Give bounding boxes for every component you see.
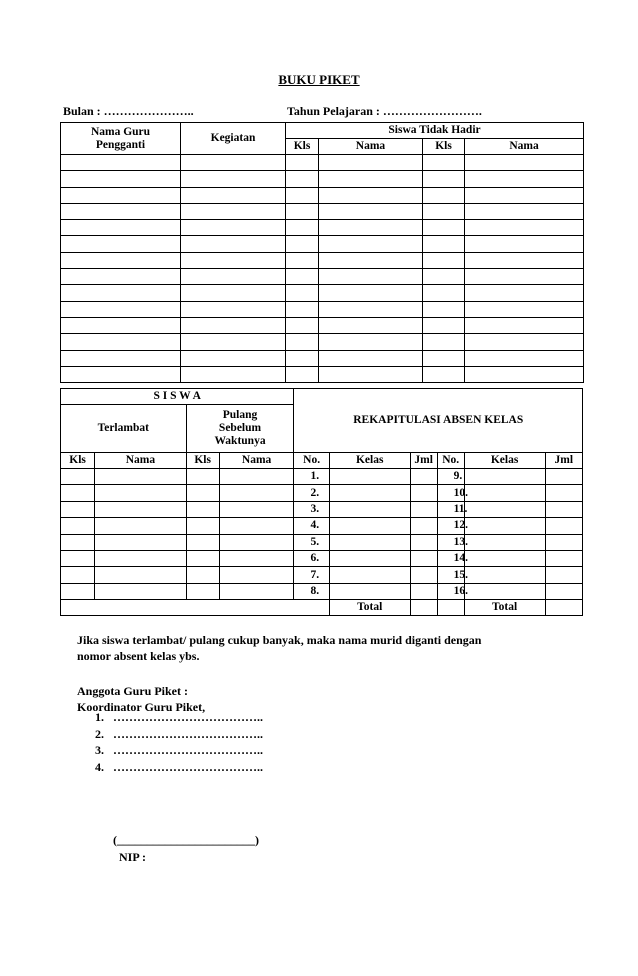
tahun-pelajaran-field: Tahun Pelajaran : ……………………. [287, 104, 482, 118]
table-cell [465, 301, 584, 317]
table-cell [219, 583, 294, 599]
table-cell [181, 252, 286, 268]
table-cell [464, 567, 545, 583]
table-cell [181, 366, 286, 382]
table-row [61, 567, 583, 583]
table-cell [465, 350, 584, 366]
table-cell [61, 317, 181, 333]
h-nama-a: Nama [95, 453, 186, 469]
table-cell [329, 518, 410, 534]
table-cell [286, 301, 319, 317]
table-cell [61, 236, 181, 252]
table-cell [423, 350, 465, 366]
pulang-header [186, 405, 294, 453]
table-cell [95, 485, 186, 501]
table-cell [219, 485, 294, 501]
table-cell [186, 534, 219, 550]
table-cell [329, 469, 410, 485]
table-cell [319, 203, 423, 219]
h-jml-b: Jml [545, 453, 582, 469]
table-cell [61, 469, 95, 485]
table-cell [423, 269, 465, 285]
table-row [61, 187, 584, 203]
table-cell [219, 534, 294, 550]
h-no-b: No. [437, 453, 464, 469]
table-cell [61, 334, 181, 350]
table-row [61, 485, 583, 501]
table-cell [423, 252, 465, 268]
table-cell [464, 469, 545, 485]
table-cell [186, 469, 219, 485]
table-cell [423, 285, 465, 301]
table-row [61, 155, 584, 171]
table-cell [286, 220, 319, 236]
table-cell [181, 220, 286, 236]
table-cell: 12. [437, 518, 464, 534]
table-cell [61, 203, 181, 219]
table-row [61, 469, 583, 485]
table-cell [286, 269, 319, 285]
table-cell [319, 350, 423, 366]
table-cell [410, 600, 437, 616]
table-cell [329, 550, 410, 566]
table-cell [545, 550, 582, 566]
table-cell [464, 534, 545, 550]
table-cell [286, 252, 319, 268]
col-kegiatan: Kegiatan [181, 123, 286, 155]
anggota-label: Anggota Guru Piket : [77, 684, 188, 698]
table-cell [410, 469, 437, 485]
table-row [61, 366, 584, 382]
table-cell [423, 301, 465, 317]
table-cell [186, 567, 219, 583]
table-cell: 10. [437, 485, 464, 501]
table-cell [219, 550, 294, 566]
table-cell [545, 485, 582, 501]
instruction-note [77, 632, 557, 664]
table-cell [329, 534, 410, 550]
table-cell [181, 301, 286, 317]
total-label: Total [464, 600, 545, 616]
col-kls-2: Kls [423, 139, 465, 155]
total-label: Total [329, 600, 410, 616]
h-no-a: No. [294, 453, 329, 469]
table-cell [319, 155, 423, 171]
h-kls-a: Kls [61, 453, 95, 469]
table-cell [61, 220, 181, 236]
table-cell [410, 534, 437, 550]
table-cell [423, 334, 465, 350]
table-cell [465, 236, 584, 252]
table-cell [95, 501, 186, 517]
table-row [61, 285, 584, 301]
table-cell [286, 171, 319, 187]
table-cell [61, 550, 95, 566]
table-row [61, 220, 584, 236]
table-cell [464, 518, 545, 534]
table-cell [329, 485, 410, 501]
table-cell: 3. [294, 501, 329, 517]
table-cell [61, 269, 181, 285]
table-cell [61, 501, 95, 517]
table-row [61, 501, 583, 517]
table-row [61, 236, 584, 252]
signature-block [113, 832, 259, 866]
table-cell [423, 317, 465, 333]
table-cell [545, 583, 582, 599]
table-cell [61, 583, 95, 599]
table-cell [465, 366, 584, 382]
h-nama-b: Nama [219, 453, 294, 469]
rekap-table [60, 388, 583, 616]
table-row [61, 203, 584, 219]
terlambat-header: Terlambat [61, 405, 187, 453]
table-cell [61, 301, 181, 317]
table-cell [545, 501, 582, 517]
table-cell [465, 171, 584, 187]
table-cell [464, 485, 545, 501]
table-cell [219, 567, 294, 583]
table-cell [61, 350, 181, 366]
table-cell [286, 317, 319, 333]
col-nama-guru-line2: Pengganti [95, 138, 146, 151]
table-cell [465, 252, 584, 268]
table-row [61, 171, 584, 187]
table-cell [319, 317, 423, 333]
list-item: 2. ……………………………….. [95, 726, 263, 741]
pulang-line2: Sebelum [218, 422, 262, 434]
list-item: 4. ……………………………….. [95, 759, 263, 774]
table-cell [286, 155, 319, 171]
table-cell [423, 366, 465, 382]
table-cell: 13. [437, 534, 464, 550]
table-cell [319, 285, 423, 301]
piket-table [60, 122, 584, 383]
table-cell [61, 252, 181, 268]
table-cell [319, 366, 423, 382]
table-cell [95, 583, 186, 599]
table-row [61, 269, 584, 285]
table-cell [464, 550, 545, 566]
h-kls-b: Kls [186, 453, 219, 469]
table-cell [95, 550, 186, 566]
table-cell [61, 534, 95, 550]
table-cell [545, 534, 582, 550]
table-cell [545, 518, 582, 534]
col-siswa-tidak-hadir: Siswa Tidak Hadir [286, 123, 584, 139]
table-cell [329, 583, 410, 599]
table-cell: 9. [437, 469, 464, 485]
table-cell [545, 567, 582, 583]
table-cell [61, 567, 95, 583]
anggota-list [95, 709, 263, 775]
col-nama-1: Nama [319, 139, 423, 155]
col-nama-guru-pengganti [61, 123, 181, 155]
table-cell [286, 334, 319, 350]
table-cell: 7. [294, 567, 329, 583]
col-nama-guru-line1: Nama Guru [90, 125, 151, 138]
note-line2: nomor absent kelas ybs. [77, 649, 200, 663]
table-cell [286, 203, 319, 219]
bulan-field: Bulan : ………………….. [63, 104, 194, 118]
h-kelas-a: Kelas [329, 453, 410, 469]
table-cell [181, 171, 286, 187]
table-cell [181, 155, 286, 171]
table-cell [181, 203, 286, 219]
table-cell [329, 567, 410, 583]
signature-line: (_______________________) [113, 833, 259, 847]
table-cell [61, 187, 181, 203]
table-cell [186, 550, 219, 566]
table-cell [465, 269, 584, 285]
table-cell [464, 583, 545, 599]
table-cell [61, 366, 181, 382]
table-row [61, 518, 583, 534]
table-cell [410, 567, 437, 583]
col-kls-1: Kls [286, 139, 319, 155]
table-cell [410, 550, 437, 566]
table-cell [465, 155, 584, 171]
table-row [61, 334, 584, 350]
table-cell [219, 501, 294, 517]
table-cell [286, 366, 319, 382]
table-cell: 2. [294, 485, 329, 501]
table-cell [286, 285, 319, 301]
table-cell [181, 187, 286, 203]
table-cell [423, 171, 465, 187]
table-row [61, 550, 583, 566]
table-cell [319, 220, 423, 236]
table-cell [181, 285, 286, 301]
h-kelas-b: Kelas [464, 453, 545, 469]
koordinator-label: Koordinator Guru Piket, [77, 700, 206, 714]
table-cell: 14. [437, 550, 464, 566]
table-row [61, 534, 583, 550]
table-cell [61, 485, 95, 501]
pulang-line3: Waktunya [214, 435, 266, 447]
table-cell [286, 236, 319, 252]
table-cell [319, 334, 423, 350]
table-cell [423, 236, 465, 252]
table-cell [95, 534, 186, 550]
list-item: 3. ……………………………….. [95, 743, 263, 757]
table-cell [95, 567, 186, 583]
table-cell [181, 317, 286, 333]
table-cell [319, 301, 423, 317]
table-cell [465, 187, 584, 203]
table-cell: 16. [437, 583, 464, 599]
col-nama-2: Nama [465, 139, 584, 155]
table-cell [319, 187, 423, 203]
table-cell [219, 469, 294, 485]
table-cell [410, 518, 437, 534]
table-cell: 5. [294, 534, 329, 550]
table-cell [95, 518, 186, 534]
rekap-title: REKAPITULASI ABSEN KELAS [294, 389, 583, 453]
table-cell [219, 518, 294, 534]
table-cell [423, 203, 465, 219]
table-cell [545, 469, 582, 485]
table-cell [465, 220, 584, 236]
table-cell: 6. [294, 550, 329, 566]
table-row [61, 583, 583, 599]
table-row [61, 301, 584, 317]
table-cell [186, 501, 219, 517]
table-cell [465, 334, 584, 350]
table-cell [61, 171, 181, 187]
table-cell [319, 252, 423, 268]
siswa-title: S I S W A [61, 389, 294, 405]
table-cell [410, 485, 437, 501]
table-cell: 8. [294, 583, 329, 599]
table-cell: 4. [294, 518, 329, 534]
table-cell [186, 518, 219, 534]
table-cell [465, 285, 584, 301]
page-title: BUKU PIKET [278, 72, 360, 87]
table-cell [61, 155, 181, 171]
table-cell [181, 334, 286, 350]
table-row [61, 350, 584, 366]
table-cell [319, 236, 423, 252]
table-cell [437, 600, 464, 616]
table-cell [423, 220, 465, 236]
table-cell [319, 269, 423, 285]
h-jml-a: Jml [410, 453, 437, 469]
table-cell [464, 501, 545, 517]
table-cell [286, 187, 319, 203]
table-cell [186, 485, 219, 501]
table-cell [465, 317, 584, 333]
table-row [61, 317, 584, 333]
table-cell [95, 469, 186, 485]
pulang-line1: Pulang [222, 409, 258, 421]
table-cell [61, 518, 95, 534]
nip-label: NIP : [119, 850, 146, 864]
table-cell [181, 350, 286, 366]
total-row [61, 600, 583, 616]
list-item: 1. ……………………………….. [95, 710, 263, 724]
table-cell [186, 583, 219, 599]
table-cell [61, 285, 181, 301]
table-cell [329, 501, 410, 517]
table-cell [465, 203, 584, 219]
table-cell [545, 600, 582, 616]
table-cell: 15. [437, 567, 464, 583]
table-row [61, 252, 584, 268]
table-cell [410, 583, 437, 599]
table-cell [286, 350, 319, 366]
table-cell [319, 171, 423, 187]
table-cell [423, 155, 465, 171]
table-cell [181, 236, 286, 252]
table-cell [61, 600, 330, 616]
table-cell [410, 501, 437, 517]
table-cell: 1. [294, 469, 329, 485]
table-cell [181, 269, 286, 285]
table-cell: 11. [437, 501, 464, 517]
table-cell [423, 187, 465, 203]
note-line1: Jika siswa terlambat/ pulang cukup banyak, maka nama murid diganti dengan [77, 633, 482, 647]
